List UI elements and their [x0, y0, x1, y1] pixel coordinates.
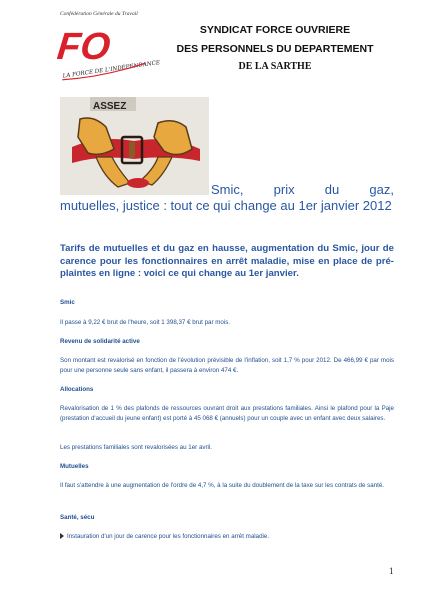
article-headline [60, 182, 394, 213]
section-title-allocations: Allocations [60, 386, 94, 393]
section-text-smic: Il passe à 9,22 € brut de l'heure, soit 1 398,37 € brut par mois. [60, 319, 231, 326]
fo-logo-letters: FO [55, 26, 113, 68]
union-confederation-subtitle: Confédération Générale du Travail [60, 11, 138, 17]
headline-rest: mutuelles, justice : tout ce qui change au 1er janvier 2012 [60, 197, 392, 213]
article-lead: Tarifs de mutuelles et du gaz en hausse, augmentation du Smic, jour de carence pour les fonctionnaires en arrêt maladie, mise en place de pré-plaintes en ligne : voici ce qui change au 1er janvier. [60, 243, 394, 280]
header-title-line3: DE LA SARTHE [238, 61, 312, 72]
fo-logo [55, 22, 161, 80]
section-text-allocations-2: Les prestations familiales sont revalorisées au 1er avril. [60, 444, 213, 451]
section-title-sante: Santé, sécu [60, 514, 95, 521]
header-title-line1: SYNDICAT FORCE OUVRIERE [199, 24, 351, 36]
section-text-mutuelles: Il faut s'attendre à une augmentation de l'ordre de 4,7 %, à la suite du doublement de la taxe sur les contrats de santé. [60, 482, 384, 489]
sante-bullet-text: Instauration d'un jour de carence pour les fonctionnaires en arrêt maladie. [67, 533, 270, 540]
section-title-smic: Smic [60, 299, 75, 306]
bullet-arrow-icon [60, 533, 64, 539]
illustration-sign-text: ASSEZ [93, 101, 127, 112]
page-number: 1 [389, 566, 394, 576]
section-text-rsa: Son montant est revalorisé en fonction de l'évolution prévisible de l'inflation, soit 1,7 % pour 2012. De 466,99 € par mois pour une personne seule sans enfant, il passera à environ 474 €. [60, 357, 394, 374]
section-title-mutuelles: Mutuelles [60, 463, 89, 470]
fo-logo-slogan: LA FORCE DE L'INDÉPENDANCE [62, 60, 161, 80]
headline-first-line: Smic, prix du gaz, [211, 182, 394, 197]
section-text-allocations: Revalorisation de 1 % des plafonds de ressources ouvrant droit aux prestations familiales. Ainsi le plafond pour la Paje (prestation d'accueil du jeune enfant) est porté à 45 068 € (annuels) pour un couple avec un enfant avec deux salaires. [60, 405, 394, 422]
section-title-rsa: Revenu de solidarité active [60, 338, 140, 345]
protest-illustration [60, 97, 209, 195]
header-title-line2: DES PERSONNELS DU DEPARTEMENT [176, 43, 374, 55]
section-bullet-sante [60, 532, 394, 542]
